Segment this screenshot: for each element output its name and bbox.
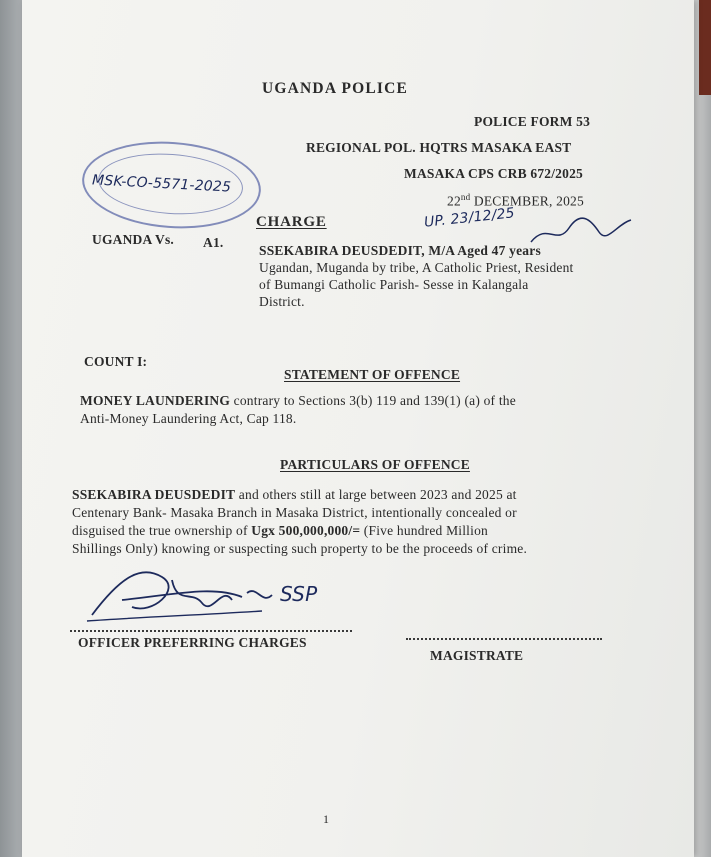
accused-details-line-2: Ugandan, Muganda by tribe, A Catholic Priest, Resident <box>259 260 574 275</box>
offence-line-1 <box>80 393 516 409</box>
accused-details-line-1 <box>259 243 541 259</box>
parties: UGANDA Vs. <box>92 232 175 247</box>
accused-details-line-3: of Bumangi Catholic Parish- Sesse in Kalangala <box>259 277 529 292</box>
particulars-line-3-start: disguised the true ownership of <box>72 523 252 538</box>
amount: Ugx 500,000,000/= <box>251 523 361 538</box>
background-cover-edge <box>699 0 711 95</box>
offence-line-2: Anti-Money Laundering Act, Cap 118. <box>80 411 297 426</box>
stamp-handwritten-reference: MSK-CO-5571-2025 <box>91 172 232 196</box>
count-label: COUNT I: <box>84 354 148 369</box>
particulars-line-3 <box>72 523 488 539</box>
date-day: 22 <box>447 193 461 209</box>
crb-reference: MASAKA CPS CRB 672/2025 <box>404 166 583 181</box>
page-number: 1 <box>323 812 330 826</box>
particulars-of-offence-title: PARTICULARS OF OFFENCE <box>280 457 470 472</box>
magistrate-label: MAGISTRATE <box>430 648 524 663</box>
agency-heading: UGANDA POLICE <box>262 80 409 97</box>
particulars-accused-name: SSEKABIRA DEUSDEDIT <box>72 487 236 502</box>
charge-sheet-page <box>22 0 694 857</box>
handwritten-scribble <box>527 212 637 248</box>
accused-number: A1. <box>203 235 224 250</box>
date-rest: DECEMBER, 2025 <box>470 193 584 209</box>
statement-of-offence-title: STATEMENT OF OFFENCE <box>284 367 461 382</box>
regional-hq: REGIONAL POL. HQTRS MASAKA EAST <box>306 140 572 155</box>
particulars-line-2: Centenary Bank- Masaka Branch in Masaka District, intentionally concealed or <box>72 505 517 520</box>
particulars-line-1 <box>72 487 517 503</box>
particulars-line-4: Shillings Only) knowing or suspecting such property to be the proceeds of crime. <box>72 541 528 556</box>
particulars-line-1-text: and others still at large between 2023 and 2025 at <box>235 487 517 502</box>
charge-title: CHARGE <box>256 214 327 230</box>
charge-date <box>447 192 584 210</box>
offence-sections: contrary to Sections 3(b) 119 and 139(1) (a) of the <box>230 393 516 408</box>
form-number: POLICE FORM 53 <box>474 114 591 129</box>
handwritten-note: UP. 23/12/25 <box>423 205 516 231</box>
accused-details-line-4: District. <box>259 294 305 309</box>
particulars-line-3-end: (Five hundred Million <box>360 523 488 538</box>
officer-rank: SSP <box>280 582 318 606</box>
accused-name-line: SSEKABIRA DEUSDEDIT, M/A Aged 47 years <box>259 243 541 258</box>
offence-name: MONEY LAUNDERING <box>80 393 231 408</box>
officer-label: OFFICER PREFERRING CHARGES <box>78 635 307 650</box>
magistrate-signature-line <box>406 638 602 640</box>
officer-signature-line <box>70 630 352 632</box>
date-suffix: nd <box>460 192 471 202</box>
